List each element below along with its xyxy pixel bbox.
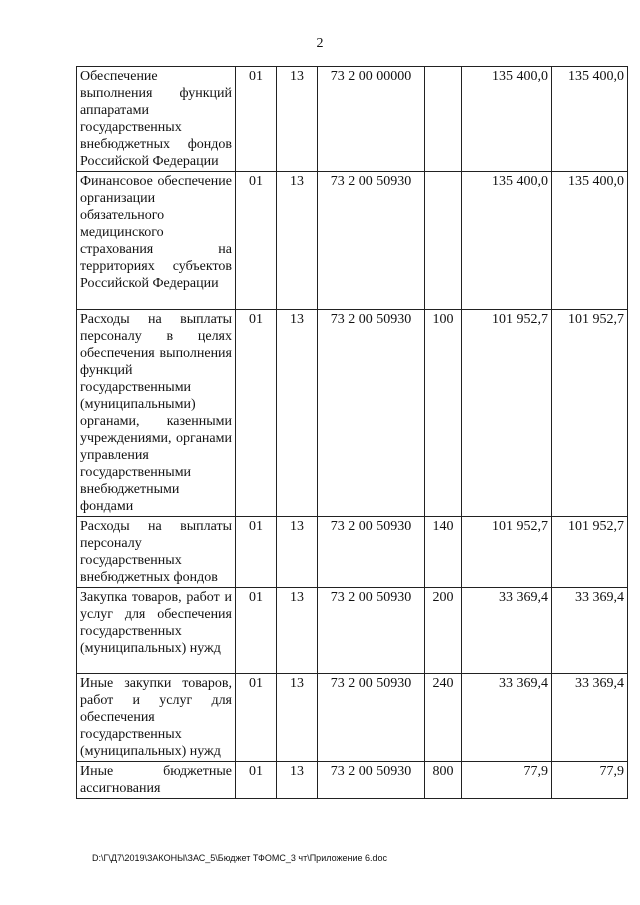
table-row	[77, 172, 628, 310]
target-item-code-cell: 73 2 00 50930	[318, 517, 425, 588]
table-row	[77, 588, 628, 674]
table-row	[77, 674, 628, 762]
amount-cell: 101 952,7	[552, 517, 628, 588]
expense-type-code-cell	[425, 172, 462, 310]
target-item-code-cell: 73 2 00 50930	[318, 172, 425, 310]
subsection-code-cell: 13	[277, 762, 318, 799]
expense-type-code-cell	[425, 67, 462, 172]
target-item-code-cell: 73 2 00 50930	[318, 588, 425, 674]
budget-table-body	[77, 67, 628, 799]
amount-cell: 101 952,7	[552, 310, 628, 517]
subsection-code-cell: 13	[277, 674, 318, 762]
amount-cell: 135 400,0	[552, 67, 628, 172]
expense-type-code-cell: 140	[425, 517, 462, 588]
target-item-code-cell: 73 2 00 50930	[318, 674, 425, 762]
table-row	[77, 67, 628, 172]
subsection-code-cell: 13	[277, 310, 318, 517]
amount-cell: 135 400,0	[462, 67, 552, 172]
amount-cell: 33 369,4	[552, 588, 628, 674]
section-code-cell: 01	[236, 762, 277, 799]
budget-table	[76, 66, 628, 799]
footer-file-path: D:\Г\Д7\2019\ЗАКОНЫ\ЗАС_5\Бюджет ТФОМС_3 чт\Приложение 6.doc	[92, 853, 388, 863]
row-name-cell: Обеспечение выполнения функций аппаратами государственных внебюджетных фондов Российской Федерации	[77, 67, 236, 172]
row-name-cell: Иные бюджетные ассигнования	[77, 762, 236, 799]
page-number: 2	[316, 36, 324, 51]
expense-type-code-cell: 240	[425, 674, 462, 762]
amount-cell: 135 400,0	[462, 172, 552, 310]
subsection-code-cell: 13	[277, 588, 318, 674]
subsection-code-cell: 13	[277, 517, 318, 588]
target-item-code-cell: 73 2 00 00000	[318, 67, 425, 172]
section-code-cell: 01	[236, 172, 277, 310]
amount-cell: 33 369,4	[552, 674, 628, 762]
amount-cell: 135 400,0	[552, 172, 628, 310]
amount-cell: 33 369,4	[462, 588, 552, 674]
section-code-cell: 01	[236, 67, 277, 172]
amount-cell: 77,9	[552, 762, 628, 799]
table-row	[77, 517, 628, 588]
row-name-cell: Расходы на выплаты персоналу в целях обеспечения выполнения функций государственными (муниципальными) органами, казенными учреждениями, органами управления государственными внебюджетными фондами	[77, 310, 236, 517]
row-name-cell: Расходы на выплаты персоналу государственных внебюджетных фондов	[77, 517, 236, 588]
expense-type-code-cell: 200	[425, 588, 462, 674]
expense-type-code-cell: 800	[425, 762, 462, 799]
section-code-cell: 01	[236, 674, 277, 762]
row-name-cell: Финансовое обеспечение организации обязательного медицинского страхования на территориях субъектов Российской Федерации	[77, 172, 236, 310]
subsection-code-cell: 13	[277, 172, 318, 310]
section-code-cell: 01	[236, 588, 277, 674]
amount-cell: 77,9	[462, 762, 552, 799]
table-row	[77, 762, 628, 799]
row-name-cell: Закупка товаров, работ и услуг для обеспечения государственных (муниципальных) нужд	[77, 588, 236, 674]
target-item-code-cell: 73 2 00 50930	[318, 310, 425, 517]
section-code-cell: 01	[236, 517, 277, 588]
expense-type-code-cell: 100	[425, 310, 462, 517]
row-name-cell: Иные закупки товаров, работ и услуг для обеспечения государственных (муниципальных) нужд	[77, 674, 236, 762]
table-row	[77, 310, 628, 517]
amount-cell: 33 369,4	[462, 674, 552, 762]
section-code-cell: 01	[236, 310, 277, 517]
subsection-code-cell: 13	[277, 67, 318, 172]
target-item-code-cell: 73 2 00 50930	[318, 762, 425, 799]
amount-cell: 101 952,7	[462, 517, 552, 588]
amount-cell: 101 952,7	[462, 310, 552, 517]
